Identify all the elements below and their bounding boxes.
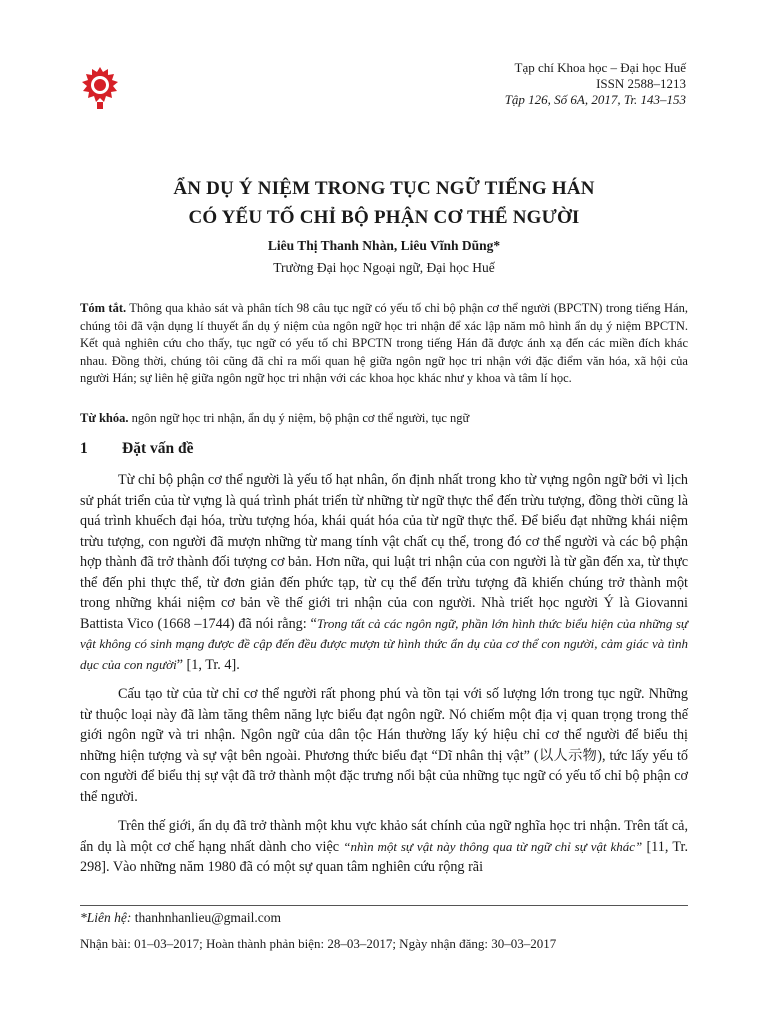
- abstract-text: Thông qua khảo sát và phân tích 98 câu tục ngữ có yếu tố chỉ bộ phận cơ thể người (BPCTN) trong tiếng Hán, chúng tôi đã vận dụng lí thuyết ẩn dụ ý niệm của ngôn ngữ học tri nhận để xác lập năm mô hình ẩn dụ ý niệm BPCTN. Kết quả nghiên cứu cho thấy, tục ngữ có yếu tố chỉ BPCTN trong tiếng Hán đã được ánh xạ đến các miền đích khác nhau. Đồng thời, chúng tôi cũng đã chỉ ra mối quan hệ giữa ngôn ngữ học tri nhận với đặc điểm văn hóa, xã hội của người Hán; sự liên hệ giữa ngôn ngữ học tri nhận với các khoa học khác như y khoa và tâm lí học.: [80, 301, 688, 385]
- contact-label: *Liên hệ:: [80, 910, 132, 925]
- paragraph-1-citation: ” [1, Tr. 4].: [176, 656, 240, 673]
- footnote-divider: [80, 905, 688, 906]
- submission-dates: Nhận bài: 01–03–2017; Hoàn thành phản biện: 28–03–2017; Ngày nhận đăng: 30–03–2017: [80, 936, 557, 951]
- title-line-2: CÓ YẾU TỐ CHỈ BỘ PHẬN CƠ THỂ NGƯỜI: [188, 207, 580, 228]
- paragraph-1-quote: Trong tất cả các ngôn ngữ, phần lớn hình thức biểu hiện của những sự vật không có sinh mạng được đề cập đến đều được mượn từ hình thức ẩn dụ của cơ thể con người, cảm giác và tình dục của con người: [80, 615, 688, 672]
- journal-volume: Tập 126, Số 6A, 2017, Tr. 143–153: [504, 92, 686, 107]
- abstract: [80, 300, 688, 388]
- journal-logo-icon: [80, 66, 120, 110]
- paragraph-3-quote: “nhìn một sự vật này thông qua từ ngữ chỉ sự vật khác”: [343, 838, 643, 854]
- section-number: 1: [80, 440, 88, 457]
- paragraph-3-text: Trên thế giới, ẩn dụ đã trở thành một khu vực khảo sát chính của ngữ nghĩa học tri nhận. Trên tất cả, ẩn dụ là một cơ chế hạng nhất dành cho việc: [80, 818, 688, 855]
- keywords: [80, 410, 688, 428]
- authors: Liêu Thị Thanh Nhàn, Liêu Vĩnh Dũng*: [267, 238, 501, 253]
- contact-email[interactable]: thanhnhanlieu@gmail.com: [131, 910, 282, 925]
- section-title: Đặt vấn đề: [122, 440, 194, 457]
- keywords-label: Từ khóa.: [80, 411, 129, 425]
- paragraph-3-citation: [11, Tr. 298]. Vào những năm 1980 đã có một sự quan tâm nghiên cứu rộng rãi: [80, 838, 688, 875]
- affiliation: Trường Đại học Ngoại ngữ, Đại học Huế: [273, 260, 495, 275]
- paper-title: [0, 174, 768, 232]
- abstract-label: Tóm tắt.: [80, 301, 127, 315]
- contact-footnote: [80, 910, 281, 926]
- keywords-text: ngôn ngữ học tri nhận, ẩn dụ ý niệm, bộ phận cơ thể người, tục ngữ: [128, 411, 470, 425]
- body-text: [80, 470, 688, 887]
- paragraph-2: [80, 684, 688, 807]
- paragraph-1: [80, 470, 688, 675]
- journal-issn: ISSN 2588–1213: [596, 76, 686, 91]
- journal-info: [505, 60, 686, 108]
- paragraph-2-text: Cấu tạo từ của từ chỉ cơ thể người rất phong phú và tồn tại với số lượng lớn trong tục ngữ. Những từ thuộc loại này đã làm tăng thêm năng lực biểu đạt ngôn ngữ. Nó chiếm một địa vị quan trọng trong thế giới ngôn ngữ và tri nhận. Ngôn ngữ của dân tộc Hán thường lấy ký hiệu chỉ cơ thể người để biểu thị những hiện tượng và sự vật bên ngoài. Phương thức biểu đạt “Dĩ nhân thị vật” (以人示物), tức lấy yếu tố con người để biểu thị sự vật đã trở thành một đặc trưng nổi bật của những tục ngữ có yếu tố chỉ bộ phận cơ thể người.: [80, 686, 688, 805]
- journal-name: Tạp chí Khoa học – Đại học Huế: [514, 60, 686, 75]
- paragraph-3: [80, 816, 688, 878]
- title-line-1: ẨN DỤ Ý NIỆM TRONG TỤC NGỮ TIẾNG HÁN: [173, 178, 595, 199]
- paragraph-1-text: Từ chỉ bộ phận cơ thể người là yếu tố hạt nhân, ổn định nhất trong kho từ vựng ngôn ngữ bởi vì lịch sử phát triển của từ vựng là quá trình phát triển từ những từ ngữ thực thể đến trừu tượng, đồng thời cũng là quá trình khuếch đại hóa, trừu tượng hóa, khái quát hóa của từ ngữ thực thể. Để biểu đạt những khái niệm trừu tượng, con người đã mượn những từ mang tính vật chất cụ thể, trong đó cơ thể người và các bộ phận hợp thành đã trở thành đối tượng cơ bản. Hơn nữa, qui luật tri nhận của con người là từ gần đến xa, từ thực thể đến phi thực thể, từ đơn giản đến phức tạp, từ cụ thể đến trừu tượng đã khiến chúng trở thành một trong những khái niệm cơ bản về thế giới tri nhận của con người. Nhà triết học người Ý là Giovanni Battista Vico (1668 –1744) đã nói rằng: “: [80, 472, 688, 632]
- section-heading: [80, 440, 193, 458]
